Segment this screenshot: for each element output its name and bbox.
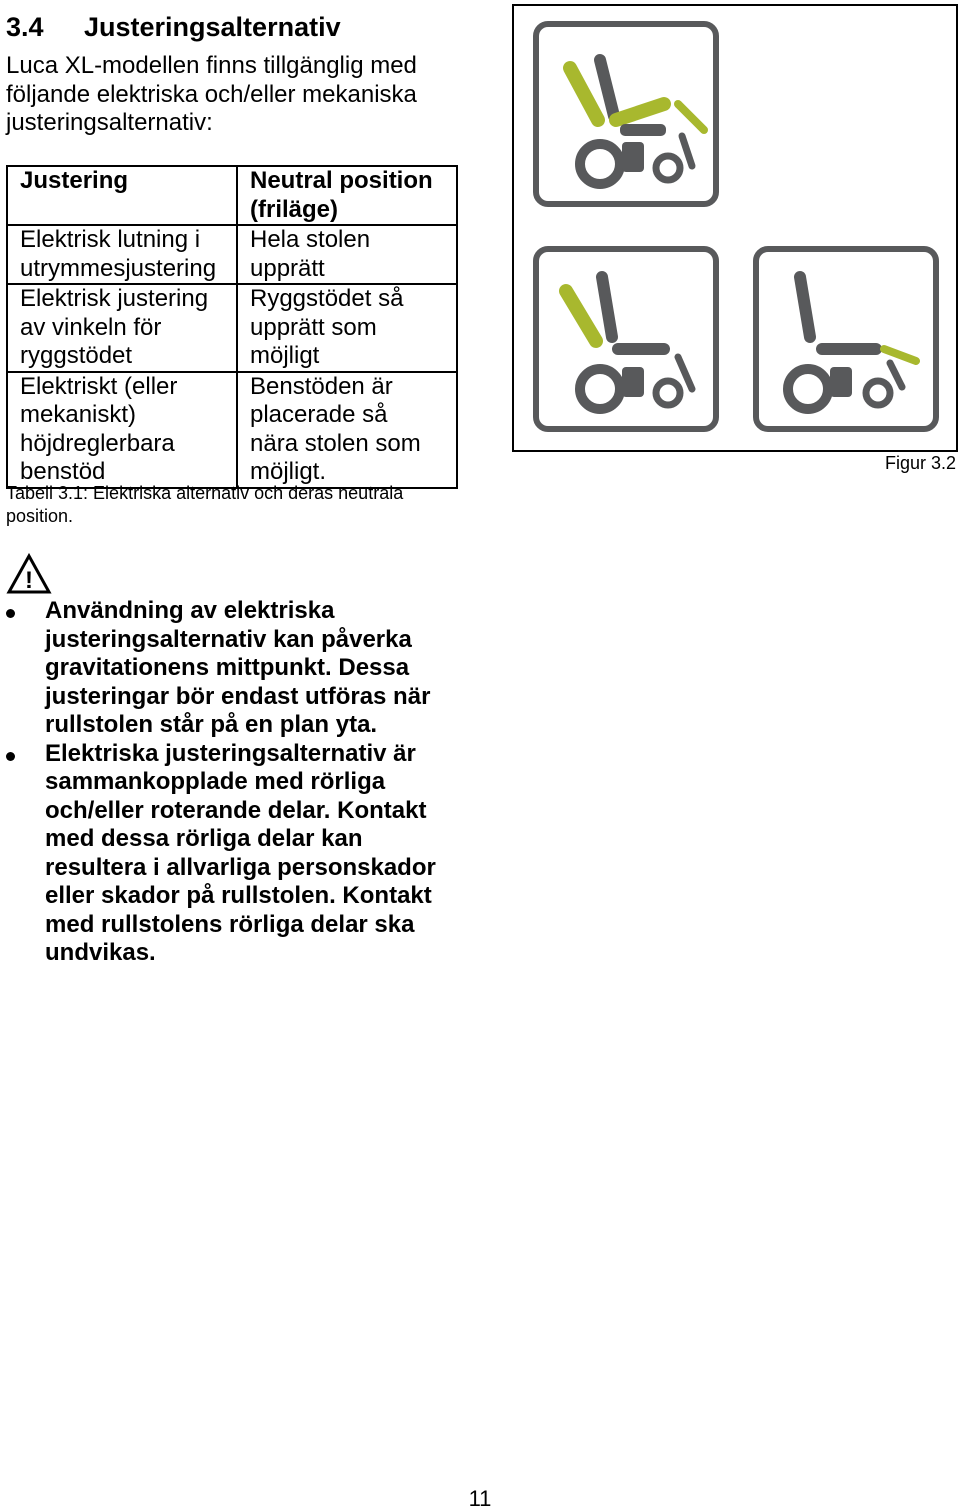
intro-line: Luca XL-modellen finns tillgänglig med <box>6 52 417 79</box>
intro-line: följande elektriska och/eller mekaniska <box>6 80 417 108</box>
figure-svg <box>514 6 955 449</box>
warning-triangle-icon <box>6 553 52 595</box>
table-cell-neutral: Ryggstödet så upprätt som möjligt <box>237 284 457 372</box>
table-header-row <box>7 166 457 225</box>
header-justering: Justering <box>7 166 237 225</box>
page-number: 11 <box>468 1486 492 1511</box>
legrest-elevation-icon <box>756 249 936 429</box>
section-heading <box>6 10 341 44</box>
table-cell-adjustment: Elektrisk lutning i utrymmesjustering <box>7 225 237 284</box>
table-cell-adjustment: Elektriskt (eller mekaniskt) höjdreglerbara benstöd <box>7 372 237 488</box>
svg-text:!: ! <box>25 567 33 594</box>
table-cell-neutral: Hela stolen upprätt <box>237 225 457 284</box>
figure-adjustment-icons <box>512 4 958 452</box>
tilt-in-space-icon <box>536 24 716 204</box>
table-row <box>7 284 457 372</box>
adjustment-table <box>6 165 458 489</box>
section-number: 3.4 <box>6 12 44 42</box>
intro-paragraph <box>6 52 476 138</box>
intro-line: justeringsalternativ: <box>6 109 213 136</box>
header-neutral-position: Neutral position (friläge) <box>237 166 457 225</box>
table-row <box>7 372 457 488</box>
table-cell-neutral: Benstöden är placerade så nära stolen som möjligt. <box>237 372 457 488</box>
figure-caption: Figur 3.2 <box>884 453 956 473</box>
table-caption: Tabell 3.1: Elektriska alternativ och deras neutrala position. <box>6 483 404 526</box>
bullet <box>6 609 15 618</box>
list-item: Elektriska justeringsalternativ är sammankopplade med rörliga och/eller roterande delar. Kontakt med dessa rörliga delar kan resultera i allvarliga personskador eller skador på rullstolen. Kontakt med rullstolens rörliga delar ska undvikas. <box>0 740 436 968</box>
list-item: Användning av elektriska justeringsalternativ kan påverka gravitationens mittpunkt. Dessa justeringar bör endast utföras när rullstolen står på en plan yta. <box>0 597 436 740</box>
warning-list <box>0 597 436 968</box>
section-title: Justeringsalternativ <box>84 12 341 42</box>
backrest-recline-icon <box>536 249 716 429</box>
table-row <box>7 225 457 284</box>
table-cell-adjustment: Elektrisk justering av vinkeln för ryggstödet <box>7 284 237 372</box>
bullet <box>6 752 15 761</box>
